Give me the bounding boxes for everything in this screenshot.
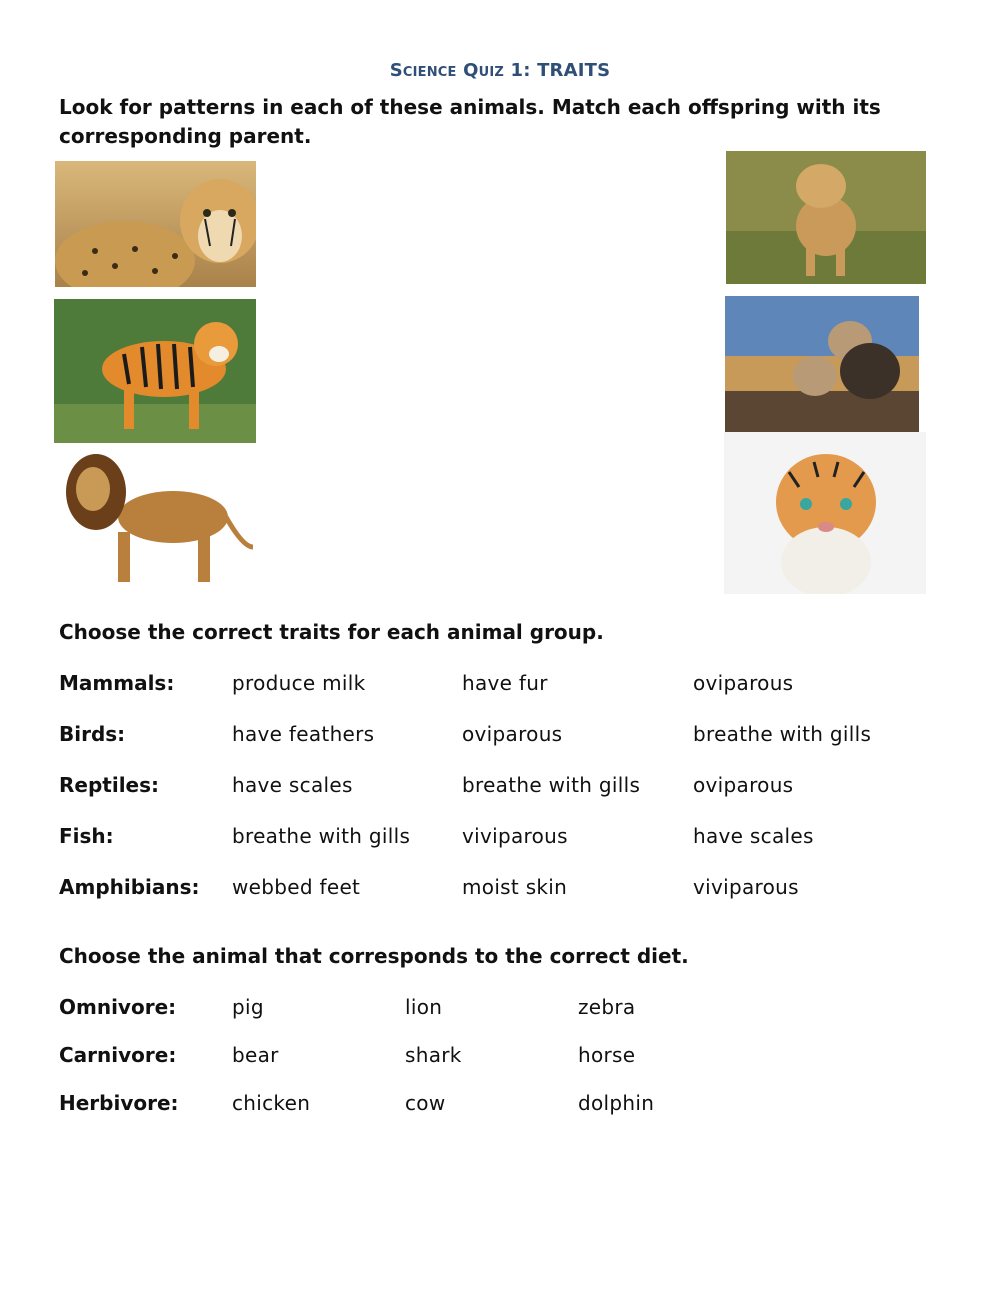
row-label: Fish:: [59, 824, 114, 848]
row-label: Herbivore:: [59, 1091, 179, 1115]
diet-question: Choose the animal that corresponds to the correct diet.: [59, 944, 689, 968]
option-oviparous[interactable]: oviparous: [693, 773, 794, 797]
match-instruction: Look for patterns in each of these animals. Match each offspring with its corresponding parent.: [59, 95, 881, 148]
option-webbed-feet[interactable]: webbed feet: [232, 875, 361, 899]
cheetah-adult-photo[interactable]: [55, 161, 256, 287]
option-pig[interactable]: pig: [232, 995, 264, 1019]
option-zebra[interactable]: zebra: [578, 995, 636, 1019]
option-viviparous[interactable]: viviparous: [462, 824, 568, 848]
option-viviparous[interactable]: viviparous: [693, 875, 799, 899]
option-breathe-with-gills[interactable]: breathe with gills: [693, 722, 872, 746]
option-chicken[interactable]: chicken: [232, 1091, 311, 1115]
option-breathe-with-gills[interactable]: breathe with gills: [232, 824, 411, 848]
option-moist-skin[interactable]: moist skin: [462, 875, 568, 899]
row-label: Reptiles:: [59, 773, 160, 797]
option-dolphin[interactable]: dolphin: [578, 1091, 655, 1115]
cheetah-cubs-photo[interactable]: [725, 296, 919, 432]
option-breathe-with-gills[interactable]: breathe with gills: [462, 773, 641, 797]
lion-adult-photo[interactable]: [58, 447, 256, 590]
row-label: Carnivore:: [59, 1043, 177, 1067]
option-oviparous[interactable]: oviparous: [462, 722, 563, 746]
lion-cub-photo[interactable]: [726, 151, 926, 284]
option-bear[interactable]: bear: [232, 1043, 279, 1067]
option-have-scales[interactable]: have scales: [232, 773, 353, 797]
row-label: Mammals:: [59, 671, 175, 695]
row-label: Omnivore:: [59, 995, 177, 1019]
option-shark[interactable]: shark: [405, 1043, 462, 1067]
tiger-adult-photo[interactable]: [54, 299, 256, 443]
row-label: Amphibians:: [59, 875, 200, 899]
option-have-feathers[interactable]: have feathers: [232, 722, 375, 746]
option-produce-milk[interactable]: produce milk: [232, 671, 366, 695]
option-horse[interactable]: horse: [578, 1043, 636, 1067]
quiz-title: Science Quiz 1: TRAITS: [389, 60, 611, 81]
traits-question: Choose the correct traits for each animal group.: [59, 620, 604, 644]
option-have-fur[interactable]: have fur: [462, 671, 548, 695]
option-have-scales[interactable]: have scales: [693, 824, 814, 848]
option-cow[interactable]: cow: [405, 1091, 446, 1115]
tiger-cub-photo[interactable]: [724, 432, 926, 594]
option-lion[interactable]: lion: [405, 995, 443, 1019]
row-label: Birds:: [59, 722, 126, 746]
option-oviparous[interactable]: oviparous: [693, 671, 794, 695]
